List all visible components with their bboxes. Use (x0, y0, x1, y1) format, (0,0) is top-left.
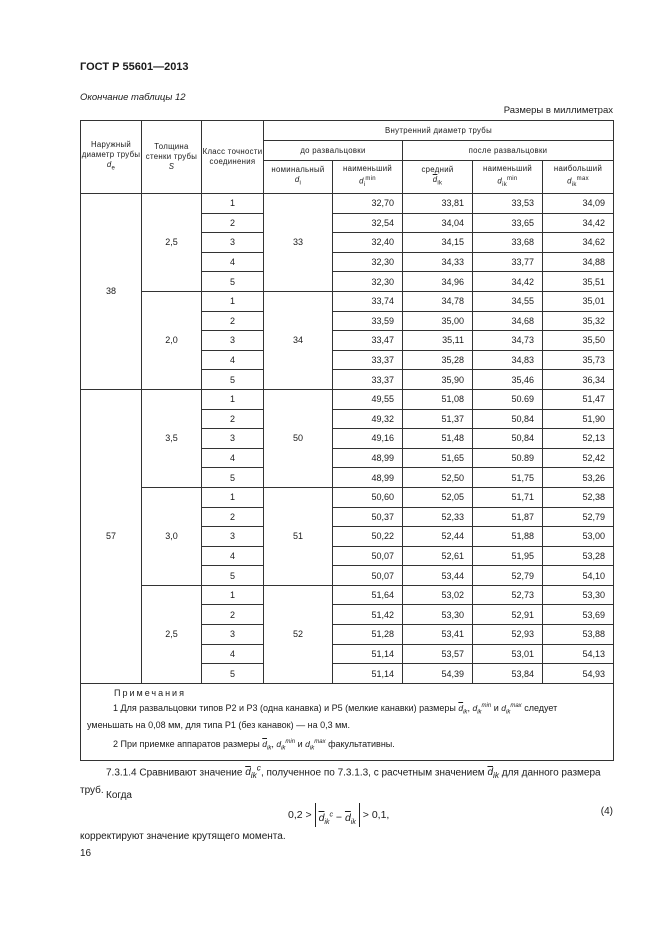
accuracy-class-cell: 1 (202, 291, 264, 311)
mean-after-cell: 34,04 (403, 213, 473, 233)
least-after-cell: 51,87 (473, 507, 543, 527)
least-after-cell: 51,95 (473, 546, 543, 566)
least-before-cell: 33,59 (333, 311, 403, 331)
nominal-diameter-cell: 51 (264, 487, 333, 585)
least-after-cell: 52,91 (473, 605, 543, 625)
least-after-cell: 34,73 (473, 331, 543, 351)
least-after-cell: 34,42 (473, 272, 543, 292)
wall-thickness-cell: 2,0 (142, 291, 202, 389)
mean-after-cell: 53,41 (403, 625, 473, 645)
mean-after-cell: 53,30 (403, 605, 473, 625)
paragraph-when: Когда (106, 790, 132, 801)
accuracy-class-cell: 3 (202, 429, 264, 449)
mean-after-cell: 35,11 (403, 331, 473, 351)
largest-after-cell: 53,26 (543, 468, 614, 488)
accuracy-class-cell: 2 (202, 311, 264, 331)
least-after-cell: 35,46 (473, 370, 543, 390)
accuracy-class-cell: 4 (202, 644, 264, 664)
header-outer-diameter: Наружный диаметр трубы $d_e$ (81, 121, 142, 194)
paragraph-7-3-1-4: 7.3.1.4 Сравнивают значение $\overline{d}_{ik}^c$, полученное по 7.3.1.3, с расчетным значением $\overline{d}_{ik}$ для данного размера труб. (80, 763, 601, 797)
least-before-cell: 49,32 (333, 409, 403, 429)
outer-diameter-cell: 57 (81, 389, 142, 683)
header-wall-thickness: Толщина стенки трубы S (142, 121, 202, 194)
largest-after-cell: 35,73 (543, 350, 614, 370)
largest-after-cell: 53,00 (543, 527, 614, 547)
note-2: 2 При приемке аппаратов размеры $\overline{d}_{ik}$, $d_{ik}^{min}$ и $d_{ik}^{max}$ факультативны. (113, 739, 395, 752)
largest-after-cell: 35,51 (543, 272, 614, 292)
accuracy-class-cell: 1 (202, 389, 264, 409)
header-mean: средний $\overline{d}_{ik}$ (403, 161, 473, 194)
formula-4: $0,2 > \overline{d}_{ik}^c - \overline{d}_{ik} > 0,1$, (288, 803, 389, 827)
largest-after-cell: 35,32 (543, 311, 614, 331)
nominal-diameter-cell: 34 (264, 291, 333, 389)
header-least-after: наименьший $d_{ik}^{min}$ (473, 161, 543, 194)
mean-after-cell: 51,08 (403, 389, 473, 409)
least-after-cell: 33,77 (473, 252, 543, 272)
standard-number: ГОСТ Р 55601—2013 (80, 61, 189, 73)
accuracy-class-cell: 5 (202, 468, 264, 488)
note-1: 1 Для развальцовки типов Р2 и Р3 (одна канавка) и Р5 (мелкие канавки) размеры $\overline{d}_{ik}$, $d_{ik}^{min}$ и $d_{ik}^{max}$ следует (113, 702, 558, 716)
table-row (81, 487, 614, 507)
least-after-cell: 51,75 (473, 468, 543, 488)
mean-after-cell: 53,44 (403, 566, 473, 586)
least-before-cell: 51,28 (333, 625, 403, 645)
least-before-cell: 49,55 (333, 389, 403, 409)
header-least-before: наименьший $d_i^{min}$ (333, 161, 403, 194)
least-after-cell: 51,88 (473, 527, 543, 547)
mean-after-cell: 52,61 (403, 546, 473, 566)
least-before-cell: 32,70 (333, 194, 403, 214)
mean-after-cell: 51,65 (403, 448, 473, 468)
least-before-cell: 33,37 (333, 350, 403, 370)
header-accuracy-class: Класс точности соединения (202, 121, 264, 194)
table-row (81, 194, 614, 214)
table-body (81, 194, 614, 684)
dimensions-table (80, 120, 614, 761)
least-after-cell: 52,73 (473, 585, 543, 605)
mean-after-cell: 54,39 (403, 664, 473, 684)
table-notes (81, 683, 614, 760)
notes-title: Примечания (114, 687, 186, 698)
least-before-cell: 50,60 (333, 487, 403, 507)
accuracy-class-cell: 5 (202, 272, 264, 292)
largest-after-cell: 51,47 (543, 389, 614, 409)
least-after-cell: 53,84 (473, 664, 543, 684)
largest-after-cell: 34,62 (543, 233, 614, 253)
header-after-flaring: после развальцовки (403, 141, 614, 161)
least-after-cell: 33,65 (473, 213, 543, 233)
mean-after-cell: 34,15 (403, 233, 473, 253)
accuracy-class-cell: 2 (202, 605, 264, 625)
units-note: Размеры в миллиметрах (503, 105, 613, 116)
largest-after-cell: 53,88 (543, 625, 614, 645)
table-caption: Окончание таблицы 12 (80, 92, 186, 103)
largest-after-cell: 34,42 (543, 213, 614, 233)
accuracy-class-cell: 3 (202, 331, 264, 351)
note-1-cont: уменьшать на 0,08 мм, для типа Р1 (без канавок) — на 0,3 мм. (87, 720, 350, 731)
wall-thickness-cell: 2,5 (142, 194, 202, 292)
least-before-cell: 33,74 (333, 291, 403, 311)
accuracy-class-cell: 1 (202, 585, 264, 605)
least-after-cell: 52,93 (473, 625, 543, 645)
outer-diameter-cell: 38 (81, 194, 142, 390)
accuracy-class-cell: 4 (202, 350, 264, 370)
largest-after-cell: 51,90 (543, 409, 614, 429)
accuracy-class-cell: 2 (202, 507, 264, 527)
accuracy-class-cell: 5 (202, 664, 264, 684)
accuracy-class-cell: 2 (202, 409, 264, 429)
accuracy-class-cell: 4 (202, 546, 264, 566)
nominal-diameter-cell: 33 (264, 194, 333, 292)
mean-after-cell: 35,28 (403, 350, 473, 370)
table-row (81, 389, 614, 409)
least-after-cell: 34,83 (473, 350, 543, 370)
least-before-cell: 50,37 (333, 507, 403, 527)
least-after-cell: 51,71 (473, 487, 543, 507)
least-before-cell: 32,40 (333, 233, 403, 253)
least-before-cell: 48,99 (333, 448, 403, 468)
least-after-cell: 52,79 (473, 566, 543, 586)
least-after-cell: 50.89 (473, 448, 543, 468)
mean-after-cell: 34,33 (403, 252, 473, 272)
least-before-cell: 51,14 (333, 644, 403, 664)
table-row (81, 291, 614, 311)
accuracy-class-cell: 2 (202, 213, 264, 233)
accuracy-class-cell: 4 (202, 252, 264, 272)
mean-after-cell: 51,48 (403, 429, 473, 449)
accuracy-class-cell: 3 (202, 527, 264, 547)
accuracy-class-cell: 4 (202, 448, 264, 468)
least-before-cell: 50,07 (333, 566, 403, 586)
mean-after-cell: 53,02 (403, 585, 473, 605)
mean-after-cell: 35,90 (403, 370, 473, 390)
mean-after-cell: 53,57 (403, 644, 473, 664)
mean-after-cell: 52,50 (403, 468, 473, 488)
largest-after-cell: 54,13 (543, 644, 614, 664)
table-row (81, 585, 614, 605)
accuracy-class-cell: 3 (202, 233, 264, 253)
nominal-diameter-cell: 52 (264, 585, 333, 683)
largest-after-cell: 34,09 (543, 194, 614, 214)
mean-after-cell: 51,37 (403, 409, 473, 429)
largest-after-cell: 52,42 (543, 448, 614, 468)
largest-after-cell: 54,93 (543, 664, 614, 684)
nominal-diameter-cell: 50 (264, 389, 333, 487)
largest-after-cell: 35,01 (543, 291, 614, 311)
largest-after-cell: 36,34 (543, 370, 614, 390)
largest-after-cell: 52,38 (543, 487, 614, 507)
largest-after-cell: 35,50 (543, 331, 614, 351)
largest-after-cell: 53,28 (543, 546, 614, 566)
least-before-cell: 33,37 (333, 370, 403, 390)
least-before-cell: 32,30 (333, 252, 403, 272)
least-before-cell: 51,14 (333, 664, 403, 684)
header-nominal: номинальный $d_i$ (264, 161, 333, 194)
least-before-cell: 48,99 (333, 468, 403, 488)
mean-after-cell: 52,05 (403, 487, 473, 507)
largest-after-cell: 54,10 (543, 566, 614, 586)
header-before-flaring: до развальцовки (264, 141, 403, 161)
least-before-cell: 50,07 (333, 546, 403, 566)
least-before-cell: 51,42 (333, 605, 403, 625)
least-after-cell: 34,68 (473, 311, 543, 331)
largest-after-cell: 52,13 (543, 429, 614, 449)
mean-after-cell: 33,81 (403, 194, 473, 214)
least-after-cell: 33,68 (473, 233, 543, 253)
least-before-cell: 50,22 (333, 527, 403, 547)
mean-after-cell: 34,78 (403, 291, 473, 311)
least-before-cell: 51,64 (333, 585, 403, 605)
accuracy-class-cell: 1 (202, 487, 264, 507)
mean-after-cell: 52,44 (403, 527, 473, 547)
accuracy-class-cell: 5 (202, 566, 264, 586)
least-after-cell: 34,55 (473, 291, 543, 311)
accuracy-class-cell: 3 (202, 625, 264, 645)
wall-thickness-cell: 2,5 (142, 585, 202, 683)
least-after-cell: 50,84 (473, 409, 543, 429)
least-before-cell: 32,30 (333, 272, 403, 292)
accuracy-class-cell: 1 (202, 194, 264, 214)
least-before-cell: 32,54 (333, 213, 403, 233)
wall-thickness-cell: 3,0 (142, 487, 202, 585)
least-before-cell: 33,47 (333, 331, 403, 351)
largest-after-cell: 53,30 (543, 585, 614, 605)
header-largest: наибольший $d_{ik}^{max}$ (543, 161, 614, 194)
largest-after-cell: 34,88 (543, 252, 614, 272)
wall-thickness-cell: 3,5 (142, 389, 202, 487)
mean-after-cell: 34,96 (403, 272, 473, 292)
formula-number: (4) (600, 806, 613, 817)
least-after-cell: 53,01 (473, 644, 543, 664)
largest-after-cell: 53,69 (543, 605, 614, 625)
largest-after-cell: 52,79 (543, 507, 614, 527)
accuracy-class-cell: 5 (202, 370, 264, 390)
least-before-cell: 49,16 (333, 429, 403, 449)
mean-after-cell: 35,00 (403, 311, 473, 331)
mean-after-cell: 52,33 (403, 507, 473, 527)
least-after-cell: 50,84 (473, 429, 543, 449)
header-inner-diameter: Внутренний диаметр трубы (264, 121, 614, 141)
page-number: 16 (80, 848, 92, 859)
least-after-cell: 33,53 (473, 194, 543, 214)
least-after-cell: 50.69 (473, 389, 543, 409)
paragraph-correct: корректируют значение крутящего момента. (80, 831, 286, 842)
